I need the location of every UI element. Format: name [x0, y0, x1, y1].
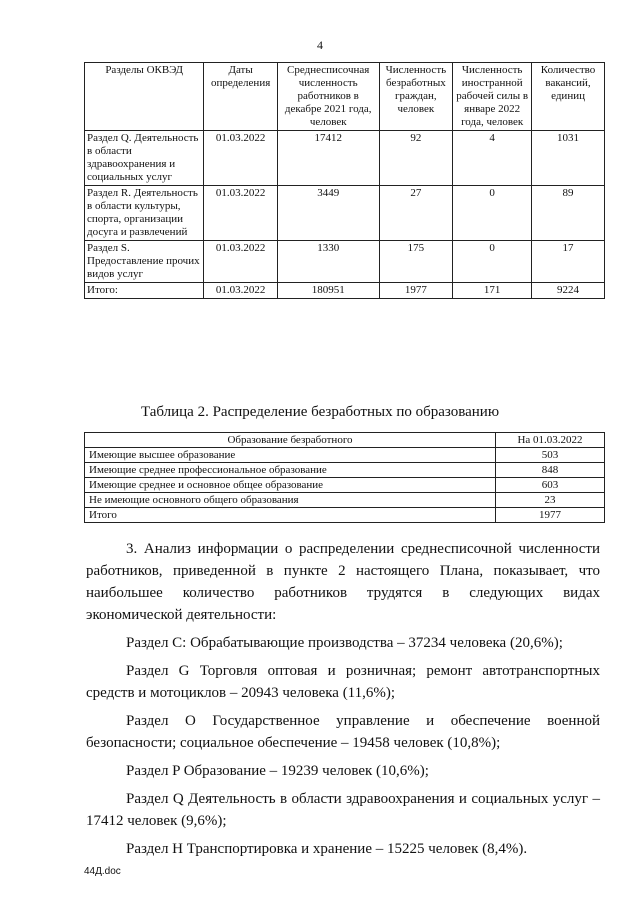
education-level: Не имеющие основного общего образования — [85, 493, 496, 508]
row-foreign: 4 — [453, 131, 532, 186]
row-date: 01.03.2022 — [204, 131, 278, 186]
row-foreign: 0 — [453, 186, 532, 241]
header-okved-sections: Разделы ОКВЭД — [85, 63, 204, 131]
row-vacancies: 1031 — [532, 131, 605, 186]
table-row — [85, 241, 605, 283]
sector-item: Раздел С: Обрабатывающие производства – 37234 человека (20,6%); — [126, 635, 563, 651]
row-section: Раздел Q. Деятельность в области здравоохранения и социальных услуг — [85, 131, 204, 186]
row-vacancies: 89 — [532, 186, 605, 241]
row-section: Раздел R. Деятельность в области культуры, спорта, организации досуга и развлечений — [85, 186, 204, 241]
sector-item: Раздел G Торговля оптовая и розничная; ремонт автотранспортных средств и мотоциклов – 20943 человека (11,6%); — [86, 663, 600, 701]
table-row — [85, 463, 605, 478]
sector-item: Раздел H Транспортировка и хранение – 15225 человек (8,4%). — [126, 841, 528, 857]
row-date: 01.03.2022 — [204, 241, 278, 283]
header-foreign-labor: Численность иностранной рабочей силы в январе 2022 года, человек — [453, 63, 532, 131]
header-dates: Даты определения — [204, 63, 278, 131]
row-vacancies: 17 — [532, 241, 605, 283]
header-avg-headcount: Среднесписочная численность работников в декабре 2021 года, человек — [277, 63, 379, 131]
sector-item: Раздел Q Деятельность в области здравоохранения и социальных услуг – 17412 человек (9,6%); — [86, 791, 600, 829]
table-row — [85, 131, 605, 186]
education-total-label: Итого — [85, 508, 496, 523]
sector-item: Раздел P Образование – 19239 человек (10,6%); — [126, 763, 429, 779]
header-education: Образование безработного — [85, 433, 496, 448]
page-number: 4 — [317, 38, 323, 52]
education-total-count: 1977 — [496, 508, 605, 523]
table-row — [85, 186, 605, 241]
education-count: 23 — [496, 493, 605, 508]
header-unemployed: Численность безработных граждан, человек — [379, 63, 453, 131]
row-date: 01.03.2022 — [204, 186, 278, 241]
file-name-footer: 44Д.doc — [84, 866, 121, 877]
table-row — [85, 478, 605, 493]
education-count: 503 — [496, 448, 605, 463]
sector-item: Раздел O Государственное управление и обеспечение военной безопасности; социальное обеспечение – 19458 человек (10,8%); — [86, 713, 600, 751]
row-unemployed: 92 — [379, 131, 453, 186]
table2-caption: Таблица 2. Распределение безработных по образованию — [140, 404, 500, 420]
total-foreign: 171 — [453, 283, 532, 299]
table-total-row — [85, 508, 605, 523]
row-headcount: 3449 — [277, 186, 379, 241]
table-row — [85, 493, 605, 508]
analysis-text — [86, 538, 600, 860]
row-section: Раздел S. Предоставление прочих видов услуг — [85, 241, 204, 283]
employment-table — [84, 62, 605, 299]
analysis-paragraph: 3. Анализ информации о распределении среднесписочной численности работников, приведенной в пункте 2 настоящего Плана, показывает, что наибольшее количество работников трудятся в следующих видах экономической деятельности: — [86, 541, 600, 623]
row-headcount: 1330 — [277, 241, 379, 283]
row-foreign: 0 — [453, 241, 532, 283]
header-vacancies: Количество вакансий, единиц — [532, 63, 605, 131]
total-vacancies: 9224 — [532, 283, 605, 299]
total-unemployed: 1977 — [379, 283, 453, 299]
education-count: 603 — [496, 478, 605, 493]
education-table — [84, 432, 605, 523]
education-count: 848 — [496, 463, 605, 478]
table-header-row — [85, 433, 605, 448]
header-date: На 01.03.2022 — [496, 433, 605, 448]
total-label: Итого: — [85, 283, 204, 299]
row-unemployed: 175 — [379, 241, 453, 283]
table-header-row — [85, 63, 605, 131]
education-level: Имеющие среднее и основное общее образование — [85, 478, 496, 493]
education-level: Имеющие высшее образование — [85, 448, 496, 463]
total-date: 01.03.2022 — [204, 283, 278, 299]
row-unemployed: 27 — [379, 186, 453, 241]
table-row — [85, 448, 605, 463]
row-headcount: 17412 — [277, 131, 379, 186]
table-total-row — [85, 283, 605, 299]
total-headcount: 180951 — [277, 283, 379, 299]
education-level: Имеющие среднее профессиональное образование — [85, 463, 496, 478]
